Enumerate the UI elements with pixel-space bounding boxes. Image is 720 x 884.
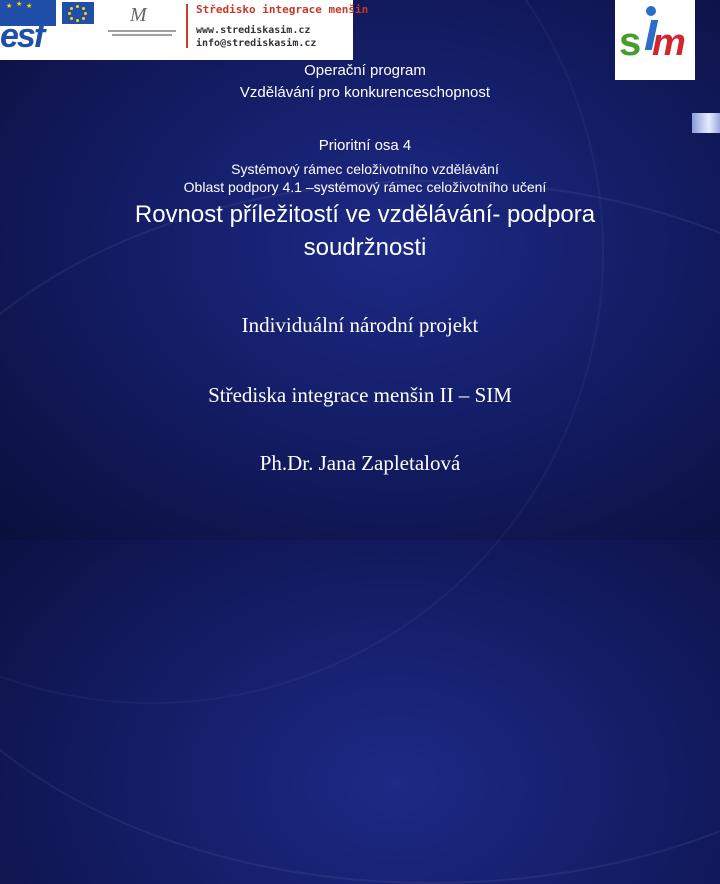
headline-line2: soudržnosti	[303, 234, 427, 261]
org-web: www.strediskasim.cz	[196, 25, 311, 36]
priority-title: Prioritní osa 4	[318, 137, 412, 154]
sim-logo-i-dot	[646, 6, 656, 16]
eu-flag-icon	[62, 2, 94, 24]
priority-line1: Systémový rámec celoživotního vzdělávání	[231, 161, 499, 177]
program-line1: Operační program	[304, 62, 426, 79]
sim-logo-m: m	[652, 22, 686, 64]
side-stripe	[692, 113, 720, 133]
banner-divider	[186, 4, 188, 48]
headline-line1: Rovnost příležitostí ve vzdělávání- podpora	[134, 201, 596, 228]
priority-line2: Oblast podpory 4.1 –systémový rámec celoživotního učení	[183, 179, 547, 195]
program-line2: Vzdělávání pro konkurenceschopnost	[239, 84, 491, 101]
esf-logo: esf	[0, 17, 44, 55]
project-type: Individuální národní projekt	[241, 313, 479, 337]
esf-flag-icon: ★ ★ ★	[0, 0, 56, 26]
org-email: info@strediskasim.cz	[196, 38, 317, 49]
ministry-logo: M	[108, 4, 176, 38]
org-name: Středisko integrace menšin	[196, 3, 369, 16]
project-name: Střediska integrace menšin II – SIM	[208, 383, 512, 407]
author: Ph.Dr. Jana Zapletalová	[259, 451, 461, 475]
sim-logo-s: s	[619, 20, 642, 64]
partner-logos-banner	[0, 0, 369, 60]
